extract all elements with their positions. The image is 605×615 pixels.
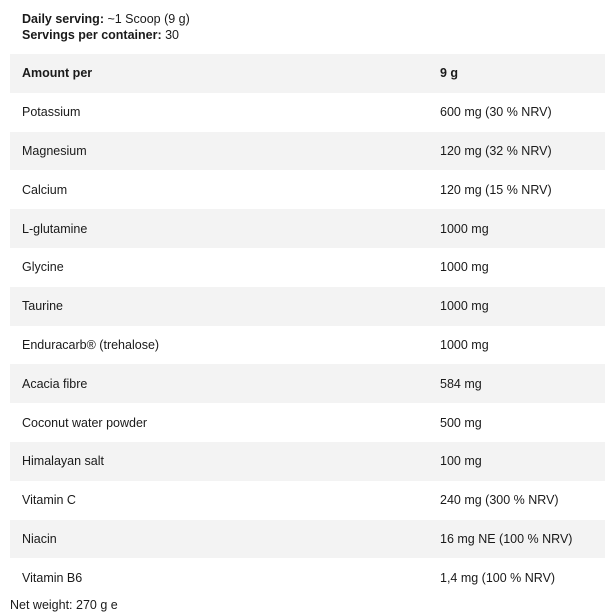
ingredient-amount: 120 mg (32 % NRV) — [440, 143, 552, 158]
table-row — [10, 93, 605, 132]
ingredient-name: Magnesium — [22, 143, 87, 158]
ingredient-amount: 1000 mg — [440, 337, 489, 352]
ingredient-name: Enduracarb® (trehalose) — [22, 337, 160, 352]
ingredient-name: Taurine — [22, 299, 63, 314]
ingredient-name: Vitamin B6 — [22, 570, 83, 585]
ingredient-name: Acacia fibre — [22, 376, 88, 391]
ingredient-name: Niacin — [22, 531, 57, 546]
nutrition-table — [10, 54, 605, 597]
table-row — [10, 442, 605, 481]
daily-serving-label: Daily serving: — [22, 12, 104, 26]
header-amount-per: Amount per — [22, 66, 93, 81]
table-row — [10, 209, 605, 248]
table-row — [10, 364, 605, 403]
table-row — [10, 558, 605, 597]
ingredient-name: Vitamin C — [22, 493, 76, 508]
table-row — [10, 326, 605, 365]
table-row — [10, 403, 605, 442]
net-weight: Net weight: 270 g e — [10, 598, 118, 612]
ingredient-amount: 500 mg — [440, 415, 482, 430]
servings-per-container-line — [22, 27, 190, 43]
daily-serving-line — [22, 11, 190, 27]
serving-info — [22, 11, 190, 43]
ingredient-amount: 16 mg NE (100 % NRV) — [440, 531, 573, 546]
table-header-row — [10, 54, 605, 93]
table-row — [10, 132, 605, 171]
ingredient-name: Himalayan salt — [22, 454, 104, 469]
table-row — [10, 481, 605, 520]
table-row — [10, 520, 605, 559]
table-row — [10, 248, 605, 287]
ingredient-name: Potassium — [22, 105, 81, 120]
ingredient-name: Coconut water powder — [22, 415, 148, 430]
servings-per-container-label: Servings per container: — [22, 28, 162, 42]
ingredient-name: Glycine — [22, 260, 64, 275]
ingredient-amount: 1,4 mg (100 % NRV) — [440, 570, 556, 585]
ingredient-amount: 120 mg (15 % NRV) — [440, 182, 552, 197]
ingredient-amount: 240 mg (300 % NRV) — [440, 493, 559, 508]
ingredient-amount: 1000 mg — [440, 260, 489, 275]
header-serving-size: 9 g — [440, 66, 459, 81]
ingredient-amount: 100 mg — [440, 454, 482, 469]
ingredient-name: L-glutamine — [22, 221, 88, 236]
ingredient-name: Calcium — [22, 182, 68, 197]
ingredient-amount: 600 mg (30 % NRV) — [440, 105, 552, 120]
servings-per-container-value: 30 — [161, 28, 180, 42]
ingredient-amount: 1000 mg — [440, 221, 489, 236]
table-row — [10, 170, 605, 209]
table-row — [10, 287, 605, 326]
ingredient-amount: 1000 mg — [440, 299, 489, 314]
daily-serving-value: ~1 Scoop (9 g) — [103, 12, 190, 26]
ingredient-amount: 584 mg — [440, 376, 482, 391]
